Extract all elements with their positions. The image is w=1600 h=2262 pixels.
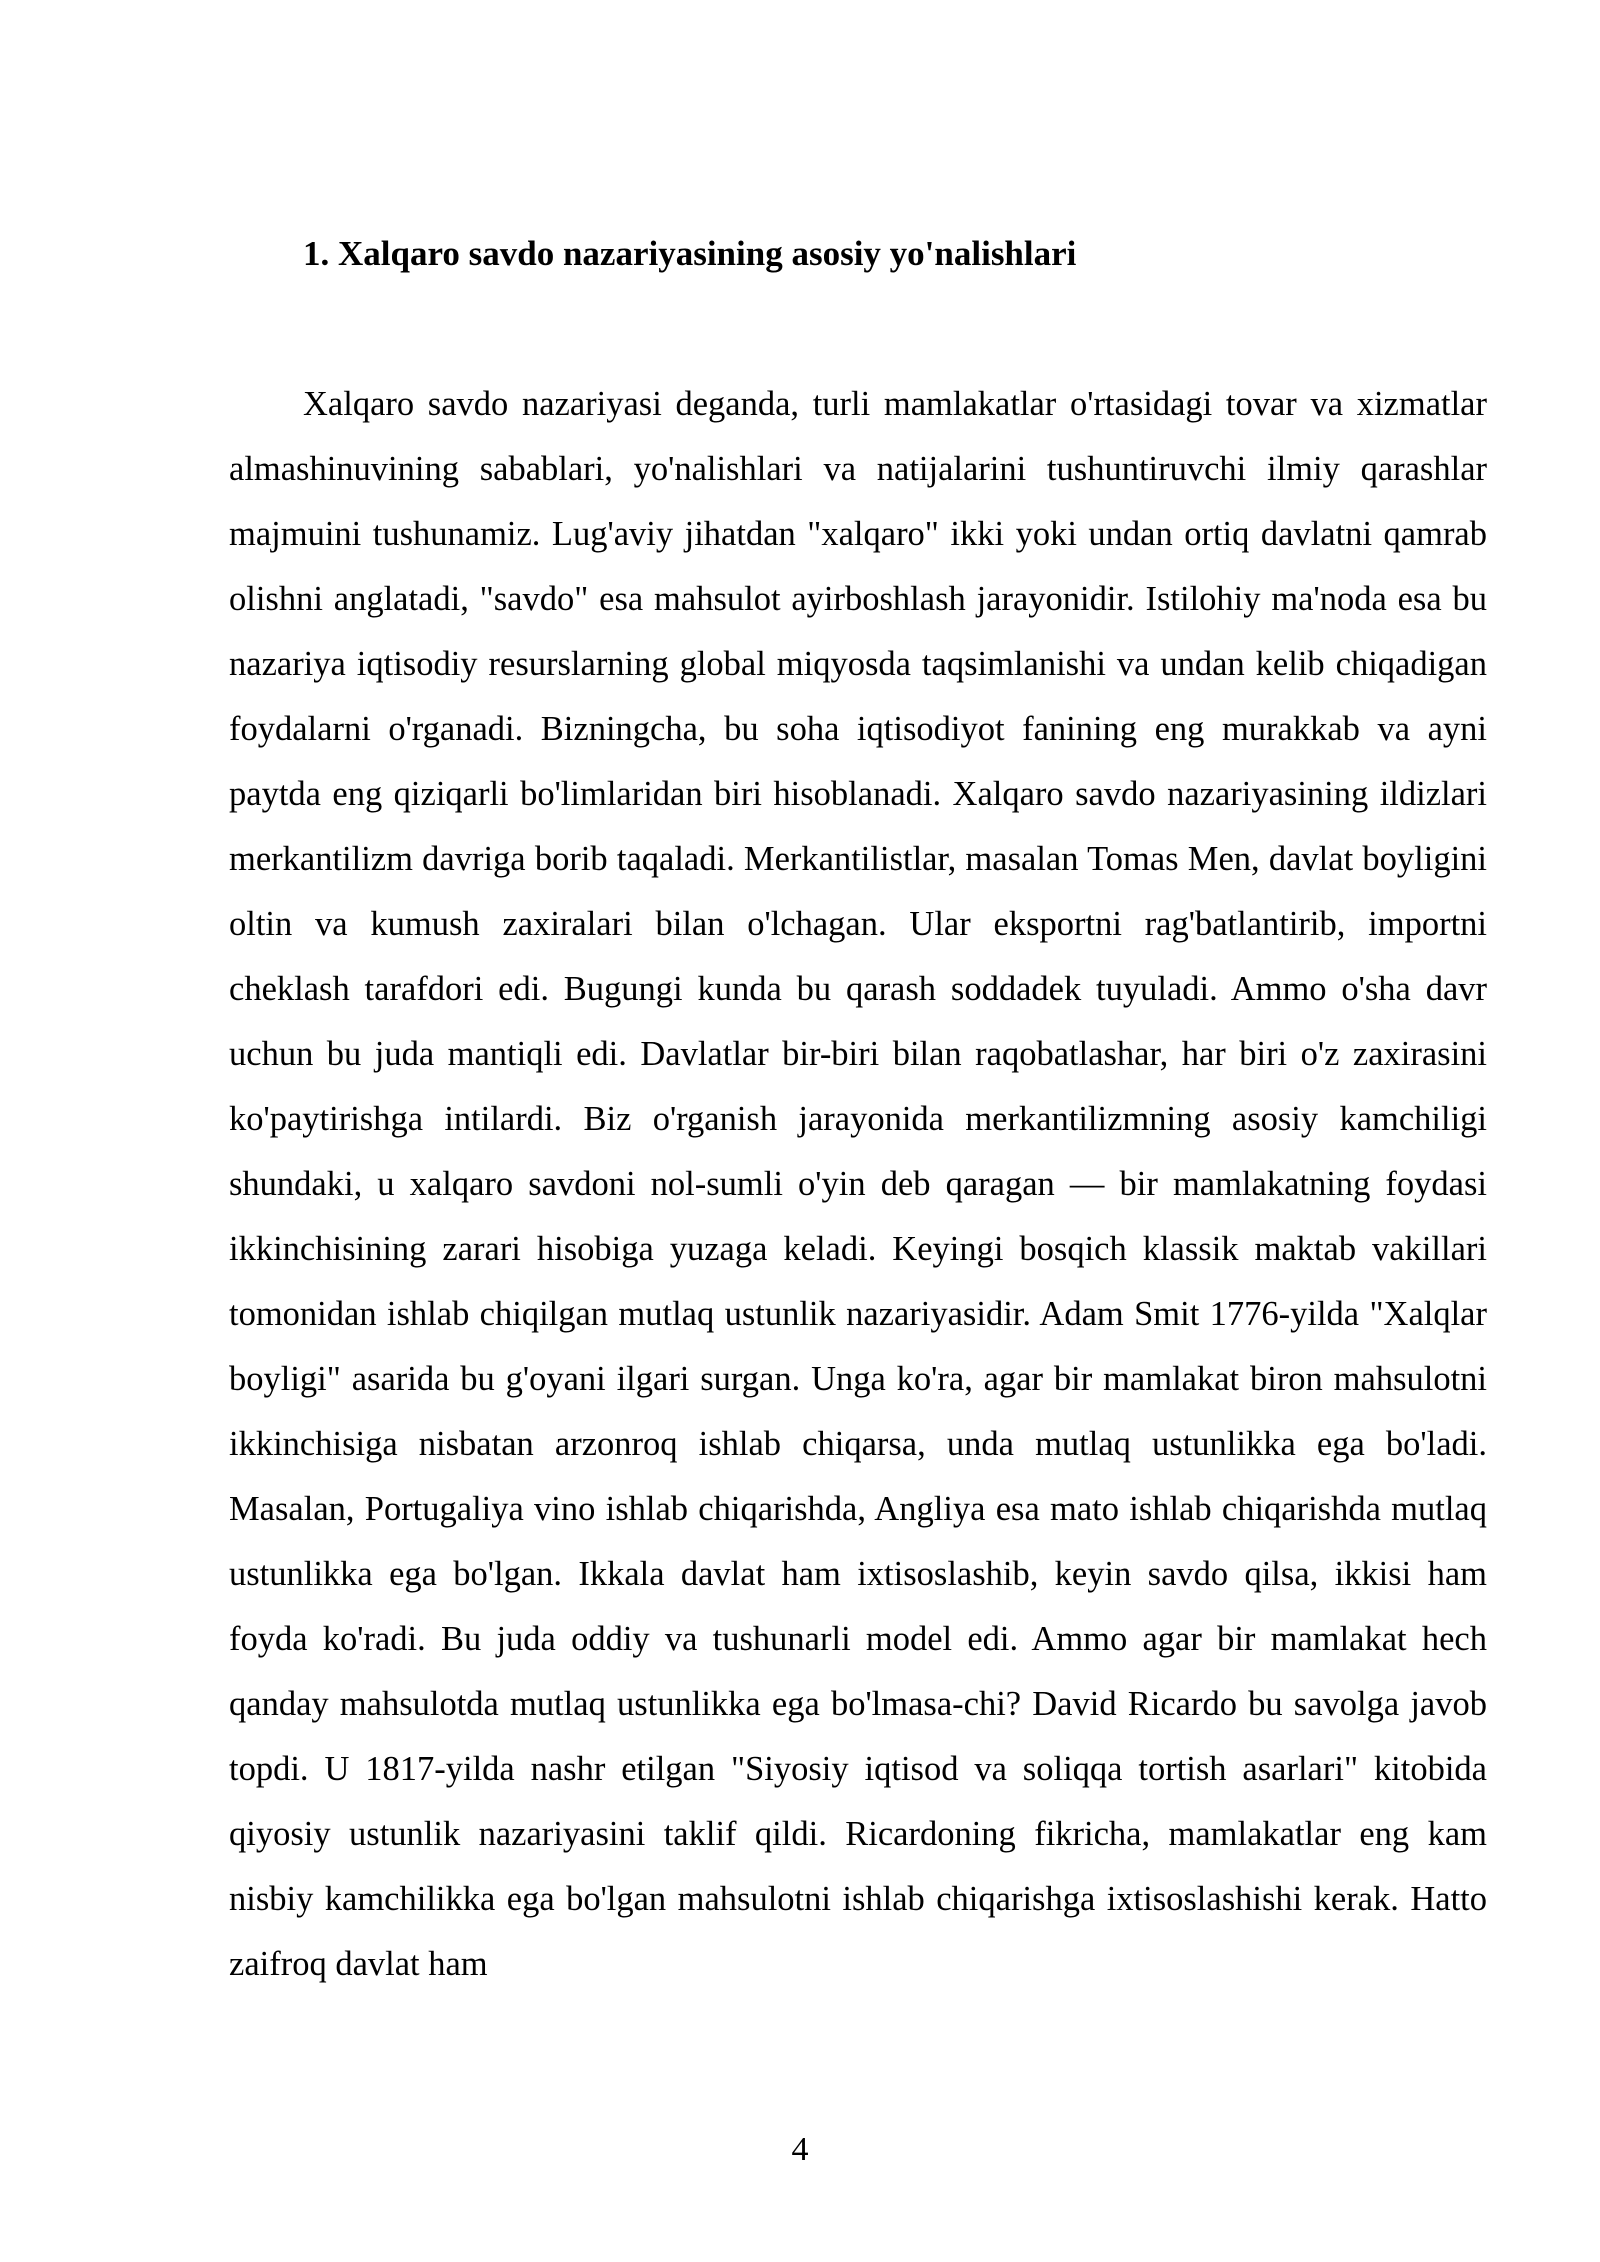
page-number: 4	[791, 2131, 809, 2168]
body-paragraph: Xalqaro savdo nazariyasi deganda, turli mamlakatlar o'rtasidagi tovar va xizmatlar almashinuvining sabablari, yo'nalishlari va natijalarini tushuntiruvchi ilmiy qarashlar majmuini tushunamiz. Lug'aviy jihatdan "xalqaro" ikki yoki undan ortiq davlatni qamrab olishni anglatadi, "savdo" esa mahsulot ayirboshlash jarayonidir. Istilohiy ma'noda esa bu nazariya iqtisodiy resurslarning global miqyosda taqsimlanishi va undan kelib chiqadigan foydalarni o'rganadi. Bizningcha, bu soha iqtisodiyot fanining eng murakkab va ayni paytda eng qiziqarli bo'limlaridan biri hisoblanadi. Xalqaro savdo nazariyasining ildizlari merkantilizm davriga borib taqaladi. Merkantilistlar, masalan Tomas Men, davlat boyligini oltin va kumush zaxiralari bilan o'lchagan. Ular eksportni rag'batlantirib, importni cheklash tarafdori edi. Bugungi kunda bu qarash soddadek tuyuladi. Ammo o'sha davr uchun bu juda mantiqli edi. Davlatlar bir-biri bilan raqobatlashar, har biri o'z zaxirasini ko'paytirishga intilardi. Biz o'rganish jarayonida merkantilizmning asosiy kamchiligi shundaki, u xalqaro savdoni nol-sumli o'yin deb qaragan — bir mamlakatning foydasi ikkinchisining zarari hisobiga yuzaga keladi. Keyingi bosqich klassik maktab vakillari tomonidan ishlab chiqilgan mutlaq ustunlik nazariyasidir. Adam Smit 1776-yilda "Xalqlar boyligi" asarida bu g'oyani ilgari surgan. Unga ko'ra, agar bir mamlakat biron mahsulotni ikkinchisiga nisbatan arzonroq ishlab chiqarsa, unda mutlaq ustunlikka ega bo'ladi. Masalan, Portugaliya vino ishlab chiqarishda, Angliya esa mato ishlab chiqarishda mutlaq ustunlikka ega bo'lgan. Ikkala davlat ham ixtisoslashib, keyin savdo qilsa, ikkisi ham foyda ko'radi. Bu juda oddiy va tushunarli model edi. Ammo agar bir mamlakat hech qanday mahsulotda mutlaq ustunlikka ega bo'lmasa-chi? David Ricardo bu savolga javob topdi. U 1817-yilda nashr etilgan "Siyosiy iqtisod va soliqqa tortish asarlari" kitobida qiyosiy ustunlik nazariyasini taklif qildi. Ricardoning fikricha, mamlakatlar eng kam nisbiy kamchilikka ega bo'lgan mahsulotni ishlab chiqarishga ixtisoslashishi kerak. Hatto zaifroq davlat ham	[229, 385, 1487, 1983]
section-heading: 1. Xalqaro savdo nazariyasining asosiy yo'nalishlari	[303, 234, 1077, 273]
